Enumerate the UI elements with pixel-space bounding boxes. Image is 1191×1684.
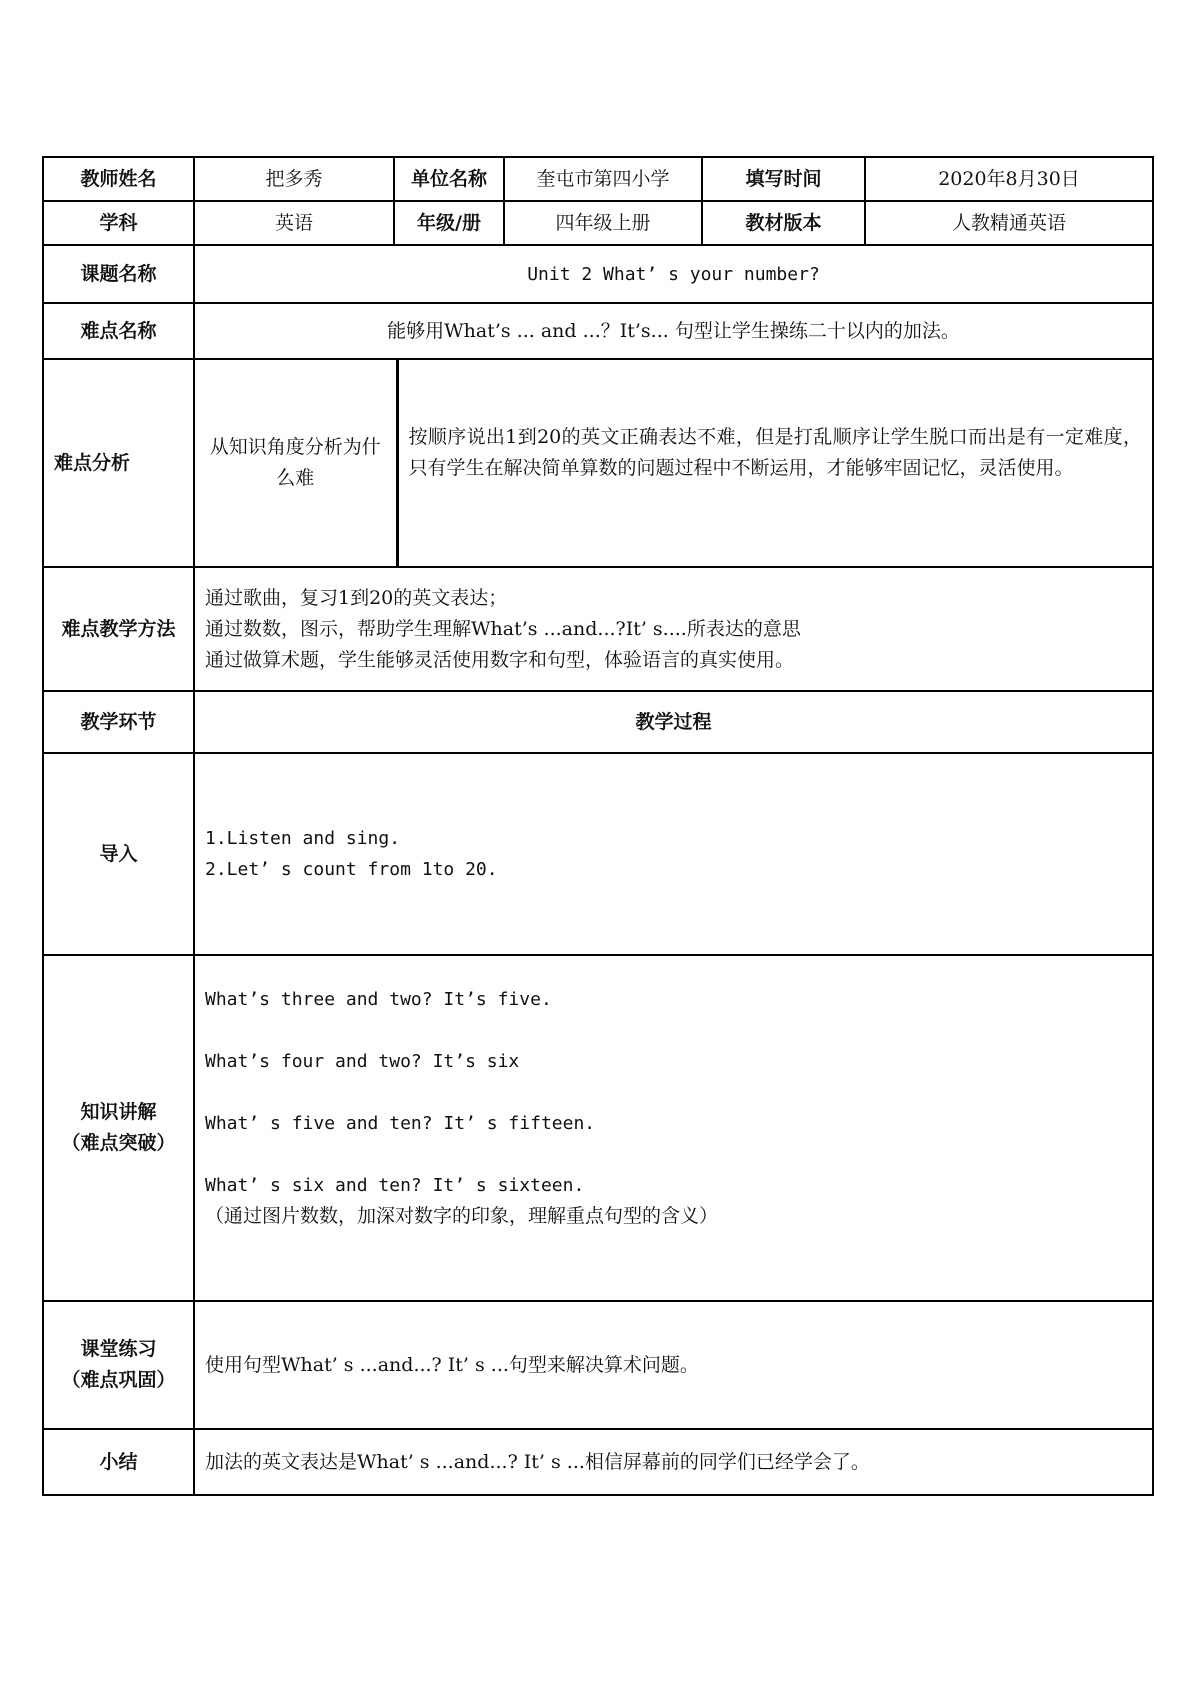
intro-text — [194, 753, 1153, 955]
intro-row — [43, 753, 1153, 955]
difficulty-value: 能够用What’s ... and ...？It’s... 句型让学生操练二十以内的加法。 — [194, 303, 1153, 359]
analysis-inner-table — [195, 360, 1152, 566]
topic-value: Unit 2 What’ s your number? — [194, 245, 1153, 303]
subject-value: 英语 — [194, 201, 394, 245]
grade-value: 四年级上册 — [504, 201, 702, 245]
practice-text: 使用句型What’ s ...and...? It’ s ...句型来解决算术问题。 — [194, 1301, 1153, 1429]
topic-row — [43, 245, 1153, 303]
grade-label: 年级/册 — [394, 201, 504, 245]
teacher-value: 把多秀 — [194, 157, 394, 201]
knowledge-label-line: 知识讲解 — [80, 1101, 157, 1123]
practice-row — [43, 1301, 1153, 1429]
method-line: 通过做算术题，学生能够灵活使用数字和句型，体验语言的真实使用。 — [205, 648, 795, 671]
unit-label: 单位名称 — [394, 157, 504, 201]
lesson-plan-sheet — [42, 156, 1152, 1496]
analysis-sub-label: 从知识角度分析为什么难 — [195, 360, 397, 566]
practice-label-line: 课堂练习 — [80, 1338, 157, 1360]
knowledge-label-line: （难点突破） — [61, 1132, 176, 1154]
analysis-body — [194, 359, 1153, 567]
difficulty-label: 难点名称 — [43, 303, 194, 359]
date-label: 填写时间 — [702, 157, 865, 201]
intro-line: 1.Listen and sing. — [205, 828, 401, 849]
summary-row — [43, 1429, 1153, 1495]
process-label: 教学过程 — [194, 691, 1153, 753]
knowledge-label — [43, 955, 194, 1301]
header-row-2 — [43, 201, 1153, 245]
teacher-label: 教师姓名 — [43, 157, 194, 201]
method-row — [43, 567, 1153, 691]
analysis-label: 难点分析 — [43, 359, 194, 567]
textbook-label: 教材版本 — [702, 201, 865, 245]
summary-text: 加法的英文表达是What’ s ...and...? It’ s ...相信屏幕前的同学们已经学会了。 — [194, 1429, 1153, 1495]
method-line: 通过数数，图示，帮助学生理解What’s ...and...?It’ s....所表达的意思 — [205, 617, 801, 640]
subject-label: 学科 — [43, 201, 194, 245]
textbook-value: 人教精通英语 — [865, 201, 1153, 245]
method-label: 难点教学方法 — [43, 567, 194, 691]
summary-label: 小结 — [43, 1429, 194, 1495]
intro-label: 导入 — [43, 753, 194, 955]
difficulty-row — [43, 303, 1153, 359]
knowledge-text — [194, 955, 1153, 1301]
analysis-row — [43, 359, 1153, 567]
topic-label: 课题名称 — [43, 245, 194, 303]
stage-label: 教学环节 — [43, 691, 194, 753]
knowledge-row — [43, 955, 1153, 1301]
date-value: 2020年8月30日 — [865, 157, 1153, 201]
knowledge-note: （通过图片数数，加深对数字的印象，理解重点句型的含义） — [205, 1205, 719, 1227]
knowledge-line: What’s four and two? It’s six — [205, 1051, 520, 1072]
header-row-1 — [43, 157, 1153, 201]
knowledge-line: What’ s six and ten? It’ s sixteen. — [205, 1175, 585, 1196]
lesson-plan-table — [42, 156, 1154, 1496]
knowledge-line: What’ s five and ten? It’ s fifteen. — [205, 1113, 596, 1134]
intro-line: 2.Let’ s count from 1to 20. — [205, 859, 498, 880]
method-text — [194, 567, 1153, 691]
method-line: 通过歌曲，复习1到20的英文表达； — [205, 586, 508, 609]
analysis-text: 按顺序说出1到20的英文正确表达不难，但是打乱顺序让学生脱口而出是有一定难度，只有学生在解决简单算数的问题过程中不断运用，才能够牢固记忆，灵活使用。 — [408, 426, 1142, 479]
unit-value: 奎屯市第四小学 — [504, 157, 702, 201]
process-header-row — [43, 691, 1153, 753]
practice-label — [43, 1301, 194, 1429]
practice-label-line: （难点巩固） — [61, 1369, 176, 1391]
knowledge-line: What’s three and two? It’s five. — [205, 989, 552, 1010]
